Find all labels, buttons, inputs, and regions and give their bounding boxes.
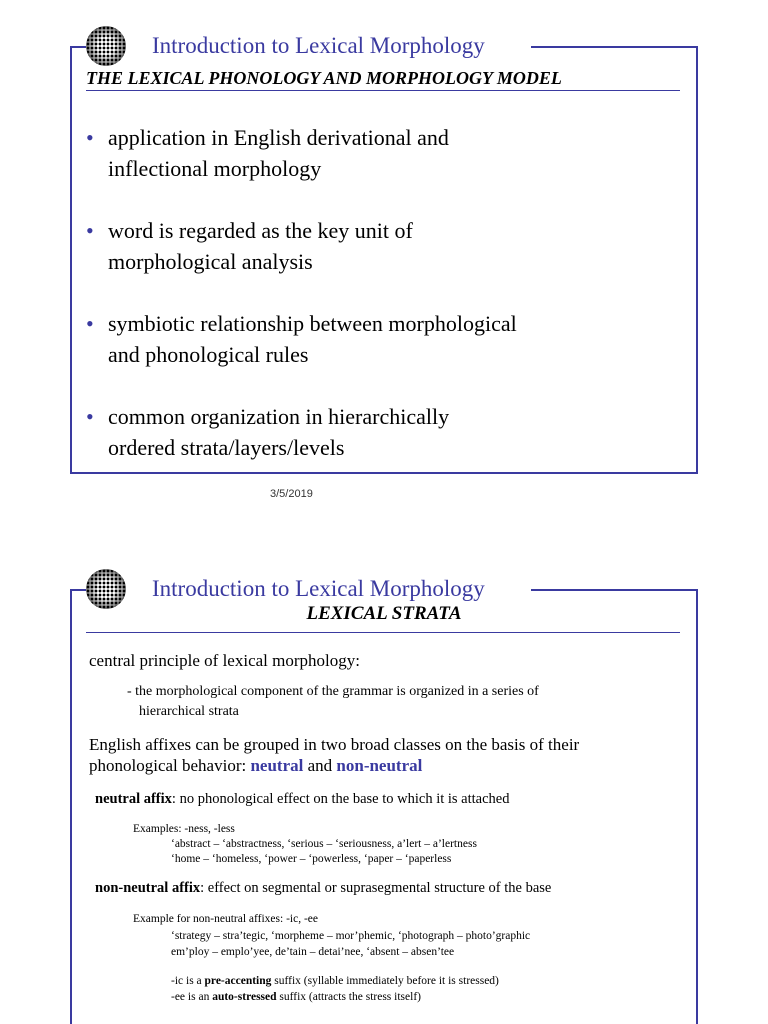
logo-icon bbox=[86, 26, 126, 66]
slide-2-title: Introduction to Lexical Morphology bbox=[152, 576, 485, 601]
principle-text: central principle of lexical morphology: bbox=[89, 651, 360, 670]
ee-suffix-note: -ee is an auto-stressed suffix (attracts the stress itself) bbox=[171, 991, 421, 1003]
non-neutral-example-line-2: em’ploy – emplo’yee, de’tain – detai’nee, ‘absent – absen’tee bbox=[171, 946, 455, 958]
principle-detail-line-2: hierarchical strata bbox=[139, 704, 239, 719]
bullet-icon: • bbox=[86, 218, 94, 243]
neutral-example-line-1: ‘abstract – ‘abstractness, ‘serious – ‘seriousness, a’lert – a’lertness bbox=[171, 838, 477, 850]
slide-1-subtitle: THE LEXICAL PHONOLOGY AND MORPHOLOGY MODEL bbox=[86, 68, 562, 88]
list-item: • word is regarded as the key unit of morphological analysis bbox=[86, 215, 676, 277]
bullet-icon: • bbox=[86, 404, 94, 429]
slide-1-divider bbox=[86, 90, 680, 91]
affix-intro-line-1: English affixes can be grouped in two broad classes on the basis of their bbox=[89, 735, 580, 754]
list-item: • common organization in hierarchically ordered strata/layers/levels bbox=[86, 401, 676, 463]
ic-suffix-note: -ic is a pre-accenting suffix (syllable immediately before it is stressed) bbox=[171, 975, 499, 987]
slide-2-subtitle: LEXICAL STRATA bbox=[306, 603, 462, 624]
list-item: • application in English derivational and inflectional morphology bbox=[86, 122, 676, 184]
non-neutral-examples-heading: Example for non-neutral affixes: -ic, -ee bbox=[133, 913, 318, 925]
non-neutral-term: non-neutral bbox=[336, 756, 423, 775]
neutral-affix-definition: neutral affix: no phonological effect on the base to which it is attached bbox=[95, 791, 510, 807]
neutral-example-line-2: ‘home – ‘homeless, ‘power – ‘powerless, ‘paper – ‘paperless bbox=[171, 853, 452, 865]
neutral-term: neutral bbox=[250, 756, 304, 775]
bullet-icon: • bbox=[86, 125, 94, 150]
date-label: 3/5/2019 bbox=[270, 488, 313, 500]
principle-detail-line-1: - the morphological component of the grammar is organized in a series of bbox=[127, 684, 539, 699]
slide-1-header bbox=[86, 26, 531, 66]
slide-1-title: Introduction to Lexical Morphology bbox=[152, 33, 485, 58]
slide-1-bullet-list bbox=[86, 122, 676, 494]
slide-2-divider bbox=[86, 632, 680, 633]
affix-intro-line-2: phonological behavior: neutral and non-neutral bbox=[89, 756, 423, 775]
bullet-icon: • bbox=[86, 311, 94, 336]
neutral-examples-heading: Examples: -ness, -less bbox=[133, 823, 235, 835]
non-neutral-affix-definition: non-neutral affix: effect on segmental or suprasegmental structure of the base bbox=[95, 880, 552, 896]
non-neutral-example-line-1: ‘strategy – stra’tegic, ‘morpheme – mor’phemic, ‘photograph – photo’graphic bbox=[171, 930, 531, 942]
list-item: • symbiotic relationship between morphological and phonological rules bbox=[86, 308, 676, 370]
